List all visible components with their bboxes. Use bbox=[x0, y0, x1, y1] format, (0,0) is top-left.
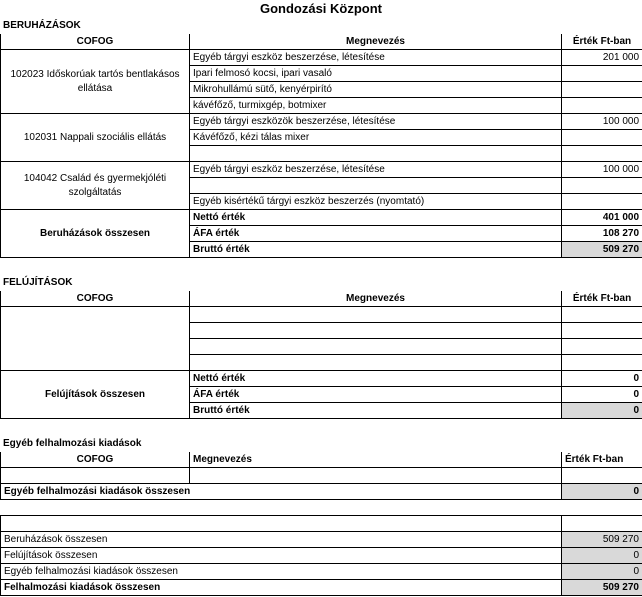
item-name: kávéfőző, turmixgép, botmixer bbox=[190, 98, 562, 114]
summary-spacer bbox=[1, 516, 562, 532]
summary-row bbox=[1, 564, 642, 580]
cofog-cell: 104042 Család és gyermekjóléti szolgáltatás bbox=[1, 162, 190, 210]
item-name: Egyéb kisértékű tárgyi eszköz beszerzés (nyomtató) bbox=[190, 194, 562, 210]
summary-label: Egyéb felhalmozási kiadások összesen bbox=[1, 564, 562, 580]
afa-label: ÁFA érték bbox=[190, 387, 562, 403]
grand-total-row bbox=[1, 580, 642, 596]
item-value bbox=[562, 178, 642, 194]
col-ertek-header: Érték Ft-ban bbox=[562, 452, 642, 468]
item-value: 100 000 bbox=[562, 114, 642, 130]
brutto-value: 509 270 bbox=[562, 242, 642, 258]
cofog-cell bbox=[1, 307, 190, 371]
item-value bbox=[562, 82, 642, 98]
col-ertek-header: Érték Ft-ban bbox=[562, 291, 642, 307]
item-value bbox=[562, 146, 642, 162]
summary-value: 0 bbox=[562, 548, 642, 564]
beruhazasok-total-label: Beruházások összesen bbox=[1, 210, 190, 258]
cofog-cell bbox=[1, 468, 190, 484]
item-name bbox=[190, 178, 562, 194]
item-value bbox=[562, 66, 642, 82]
grand-total-label: Felhalmozási kiadások összesen bbox=[1, 580, 562, 596]
brutto-label: Bruttó érték bbox=[190, 403, 562, 419]
col-megnevezes-header: Megnevezés bbox=[190, 452, 562, 468]
item-name bbox=[190, 355, 562, 371]
brutto-label: Bruttó érték bbox=[190, 242, 562, 258]
section-label: Egyéb felhalmozási kiadások bbox=[3, 438, 142, 449]
afa-value: 0 bbox=[562, 387, 642, 403]
netto-value: 0 bbox=[562, 371, 642, 387]
item-name: Egyéb tárgyi eszközök beszerzése, létesítése bbox=[190, 114, 562, 130]
col-cofog-header: COFOG bbox=[1, 291, 190, 307]
egyeb-total-value: 0 bbox=[562, 484, 642, 500]
cofog-cell: 102031 Nappali szociális ellátás bbox=[1, 114, 190, 162]
item-value bbox=[562, 194, 642, 210]
felujitasok-total-label: Felújítások összesen bbox=[1, 371, 190, 419]
item-name: Mikrohullámú sütő, kenyérpirító bbox=[190, 82, 562, 98]
summary-label: Felújítások összesen bbox=[1, 548, 562, 564]
egyeb-total-label: Egyéb felhalmozási kiadások összesen bbox=[1, 484, 562, 500]
item-name bbox=[190, 307, 562, 323]
summary-row bbox=[1, 548, 642, 564]
item-name bbox=[190, 468, 562, 484]
col-megnevezes-header: Megnevezés bbox=[190, 34, 562, 50]
item-value bbox=[562, 130, 642, 146]
col-cofog-header: COFOG bbox=[1, 452, 190, 468]
item-name: Ipari felmosó kocsi, ipari vasaló bbox=[190, 66, 562, 82]
item-value bbox=[562, 339, 642, 355]
summary-value: 509 270 bbox=[562, 532, 642, 548]
page-title: Gondozási Központ bbox=[259, 1, 383, 16]
item-value bbox=[562, 355, 642, 371]
cofog-cell: 102023 Időskorúak tartós bentlakásos ellátása bbox=[1, 50, 190, 114]
table-row bbox=[1, 307, 642, 323]
item-name bbox=[190, 146, 562, 162]
col-ertek-header: Érték Ft-ban bbox=[562, 34, 642, 50]
summary-label: Beruházások összesen bbox=[1, 532, 562, 548]
table-row bbox=[1, 162, 642, 178]
table-row bbox=[1, 114, 642, 130]
netto-label: Nettó érték bbox=[190, 371, 562, 387]
summary-spacer-value bbox=[562, 516, 642, 532]
item-value bbox=[562, 323, 642, 339]
item-name bbox=[190, 323, 562, 339]
item-value bbox=[562, 307, 642, 323]
beruhazasok-table bbox=[0, 17, 642, 258]
section-label: FELÚJÍTÁSOK bbox=[3, 277, 73, 288]
summary-row bbox=[1, 532, 642, 548]
table-row bbox=[1, 50, 642, 66]
item-name: Kávéfőző, kézi tálas mixer bbox=[190, 130, 562, 146]
egyeb-table bbox=[0, 435, 642, 500]
section-label: BERUHÁZÁSOK bbox=[3, 20, 81, 31]
netto-label: Nettó érték bbox=[190, 210, 562, 226]
felujitasok-table bbox=[0, 274, 642, 419]
col-cofog-header: COFOG bbox=[1, 34, 190, 50]
item-name bbox=[190, 339, 562, 355]
item-name: Egyéb tárgyi eszköz beszerzése, létesítése bbox=[190, 50, 562, 66]
summary-table bbox=[0, 515, 642, 596]
brutto-value: 0 bbox=[562, 403, 642, 419]
table-row bbox=[1, 468, 642, 484]
summary-value: 0 bbox=[562, 564, 642, 580]
item-value bbox=[562, 98, 642, 114]
afa-label: ÁFA érték bbox=[190, 226, 562, 242]
item-value: 100 000 bbox=[562, 162, 642, 178]
item-name: Egyéb tárgyi eszköz beszerzése, létesítése bbox=[190, 162, 562, 178]
grand-total-value: 509 270 bbox=[562, 580, 642, 596]
col-megnevezes-header: Megnevezés bbox=[190, 291, 562, 307]
item-value: 201 000 bbox=[562, 50, 642, 66]
item-value bbox=[562, 468, 642, 484]
afa-value: 108 270 bbox=[562, 226, 642, 242]
netto-value: 401 000 bbox=[562, 210, 642, 226]
